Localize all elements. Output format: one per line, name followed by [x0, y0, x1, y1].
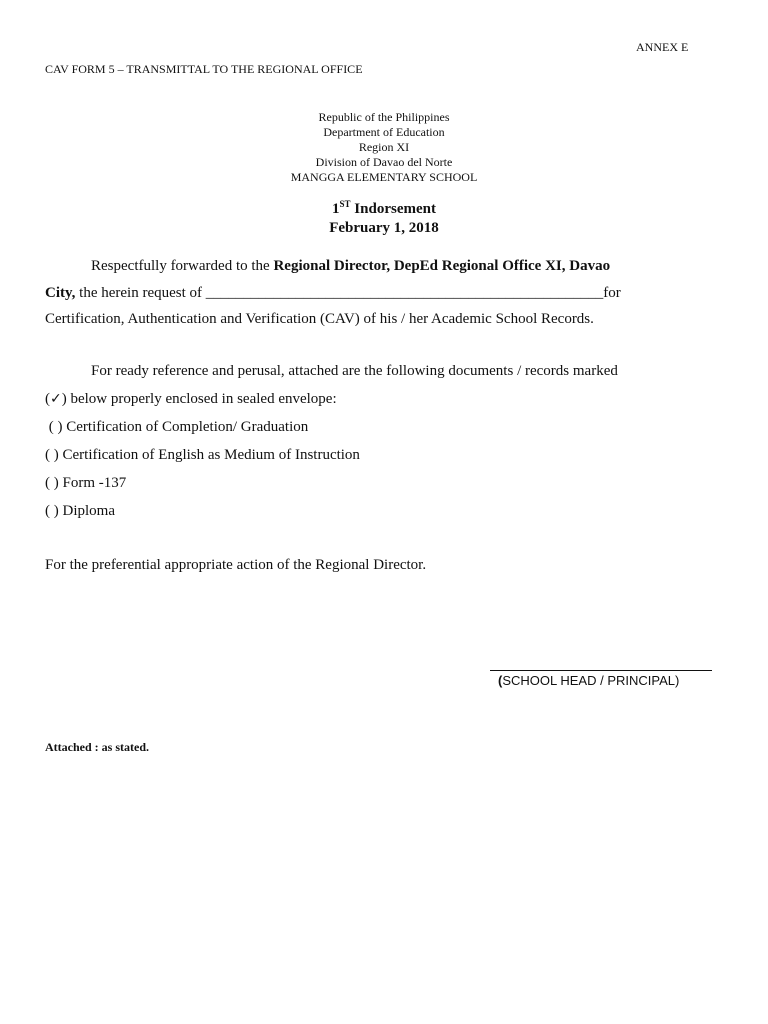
- form-title: CAV FORM 5 – TRANSMITTAL TO THE REGIONAL OFFICE: [45, 62, 363, 76]
- attached-note: Attached : as stated.: [45, 740, 149, 754]
- signature-caption: (SCHOOL HEAD / PRINCIPAL): [498, 673, 680, 688]
- letterhead-school: MANGGA ELEMENTARY SCHOOL: [290, 170, 478, 184]
- letterhead-department: Department of Education: [323, 125, 445, 139]
- checklist-item-completion: ( ) Certification of Completion/ Graduation: [45, 419, 309, 435]
- paragraph1-line1: Respectfully forwarded to the Regional Director, DepEd Regional Office XI, Davao: [91, 258, 611, 274]
- letterhead: [234, 110, 534, 185]
- closing-line: For the preferential appropriate action of the Regional Director.: [45, 557, 427, 573]
- paragraph2-line1: For ready reference and perusal, attached are the following documents / records marked: [91, 363, 618, 379]
- checklist-item-diploma: ( ) Diploma: [45, 503, 115, 519]
- letterhead-division: Division of Davao del Norte: [315, 155, 453, 169]
- checklist-item-english-medium: ( ) Certification of English as Medium of Instruction: [45, 447, 360, 463]
- indorsement-heading: [234, 200, 534, 238]
- signature-line: [490, 670, 712, 671]
- paragraph1-line3: Certification, Authentication and Verification (CAV) of his / her Academic School Records.: [45, 311, 594, 327]
- letterhead-region: Region XI: [358, 140, 410, 154]
- letterhead-republic: Republic of the Philippines: [318, 110, 450, 124]
- annex-label: ANNEX E: [636, 40, 689, 54]
- indorsement-date: February 1, 2018: [329, 220, 439, 236]
- paragraph1-line2: City, the herein request of _____________________________________________________for: [45, 285, 621, 301]
- checkmark-icon: ✓: [50, 391, 62, 407]
- checklist-item-form-137: ( ) Form -137: [45, 475, 127, 491]
- paragraph2-line2: (✓) below properly enclosed in sealed envelope:: [45, 391, 337, 407]
- indorsement-title: 1ST Indorsement: [332, 199, 436, 217]
